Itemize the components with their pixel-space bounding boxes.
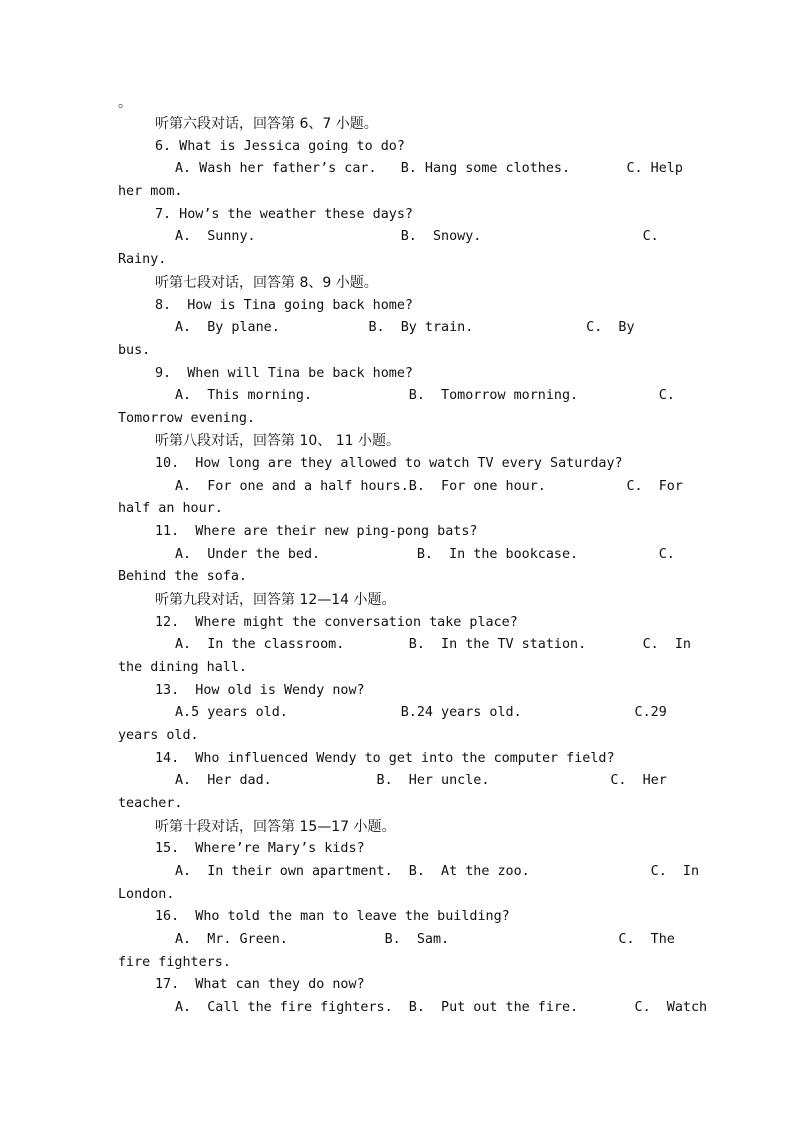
top-mark: 。 — [118, 95, 132, 111]
text-line: 6. What is Jessica going to do? — [155, 139, 405, 154]
text-line: A. In their own apartment. B. At the zoo. C. In — [175, 864, 700, 879]
text-line: A. Call the fire fighters. B. Put out the fire. C. Watch — [175, 1000, 708, 1015]
text-line: the dining hall. — [118, 660, 247, 675]
text-line: Behind the sofa. — [118, 569, 247, 584]
text-line: 8. How is Tina going back home? — [155, 298, 413, 313]
text-line: A. For one and a half hours.B. For one hour. C. For — [175, 479, 683, 494]
text-line: her mom. — [118, 184, 183, 199]
text-line: bus. — [118, 343, 151, 358]
text-line: teacher. — [118, 796, 183, 811]
text-line: A. This morning. B. Tomorrow morning. C. — [175, 388, 675, 403]
text-line: A. Sunny. B. Snowy. C. — [175, 229, 659, 244]
text-line: London. — [118, 887, 175, 902]
text-line: 11. Where are their new ping-pong bats? — [155, 524, 478, 539]
text-line: A. Mr. Green. B. Sam. C. The — [175, 932, 675, 947]
text-line: A. In the classroom. B. In the TV station. C. In — [175, 637, 691, 652]
text-line: A. Wash her father’s car. B. Hang some clothes. C. Help — [175, 161, 683, 176]
text-line: 7. How’s the weather these days? — [155, 207, 413, 222]
text-line: 12. Where might the conversation take place? — [155, 615, 518, 630]
section-heading: 听第十段对话，回答第 15—17 小题。 — [155, 819, 396, 835]
text-line: A. Her dad. B. Her uncle. C. Her — [175, 773, 667, 788]
text-line: years old. — [118, 728, 199, 743]
text-line: 17. What can they do now? — [155, 977, 365, 992]
text-line: 14. Who influenced Wendy to get into the computer field? — [155, 751, 615, 766]
text-line: Tomorrow evening. — [118, 411, 256, 426]
text-line: 15. Where’re Mary’s kids? — [155, 841, 365, 856]
text-line: Rainy. — [118, 252, 167, 267]
text-line: 16. Who told the man to leave the building? — [155, 909, 510, 924]
text-line: A. By plane. B. By train. C. By — [175, 320, 635, 335]
text-line: A. Under the bed. B. In the bookcase. C. — [175, 547, 675, 562]
section-heading: 听第六段对话，回答第 6、7 小题。 — [155, 116, 378, 132]
text-line: A.5 years old. B.24 years old. C.29 — [175, 705, 667, 720]
text-line: fire fighters. — [118, 955, 231, 970]
section-heading: 听第七段对话，回答第 8、9 小题。 — [155, 275, 378, 291]
text-line: 13. How old is Wendy now? — [155, 683, 365, 698]
text-line: 9. When will Tina be back home? — [155, 366, 413, 381]
text-line: 10. How long are they allowed to watch TV every Saturday? — [155, 456, 623, 471]
section-heading: 听第九段对话，回答第 12—14 小题。 — [155, 592, 396, 608]
section-heading: 听第八段对话，回答第 10、 11 小题。 — [155, 433, 400, 449]
text-line: half an hour. — [118, 501, 223, 516]
